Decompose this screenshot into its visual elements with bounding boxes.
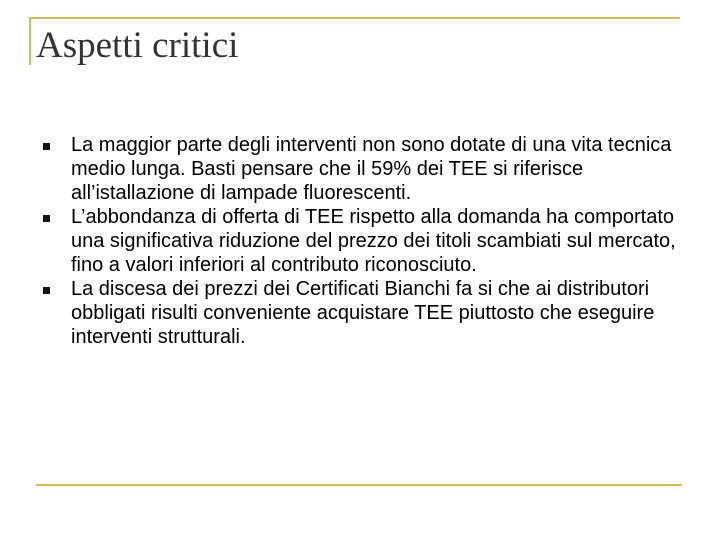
square-bullet-icon — [43, 215, 50, 222]
bullet-list — [43, 133, 703, 349]
square-bullet-icon — [43, 287, 50, 294]
top-accent-line — [30, 17, 680, 19]
bullet-item — [43, 205, 703, 277]
slide-title: Aspetti critici — [36, 25, 239, 66]
bullet-text: La maggior parte degli interventi non sono dotate di una vita tecnica medio lunga. Basti pensare che il 59% dei TEE si riferisce all’istallazione di lampade fluorescenti. — [71, 134, 672, 204]
bullet-text: La discesa dei prezzi dei Certificati Bianchi fa si che ai distributori obbligati risulti conveniente acquistare TEE piuttosto che eseguire interventi strutturali. — [71, 278, 655, 348]
bullet-item — [43, 133, 703, 205]
left-accent-line — [29, 17, 31, 65]
bullet-item — [43, 277, 703, 349]
bullet-text: L’abbondanza di offerta di TEE rispetto alla domanda ha comportato una significativa riduzione del prezzo dei titoli scambiati sul mercato, fino a valori inferiori al contributo riconosciuto. — [71, 206, 676, 276]
bottom-accent-line — [36, 484, 682, 486]
square-bullet-icon — [43, 143, 50, 150]
